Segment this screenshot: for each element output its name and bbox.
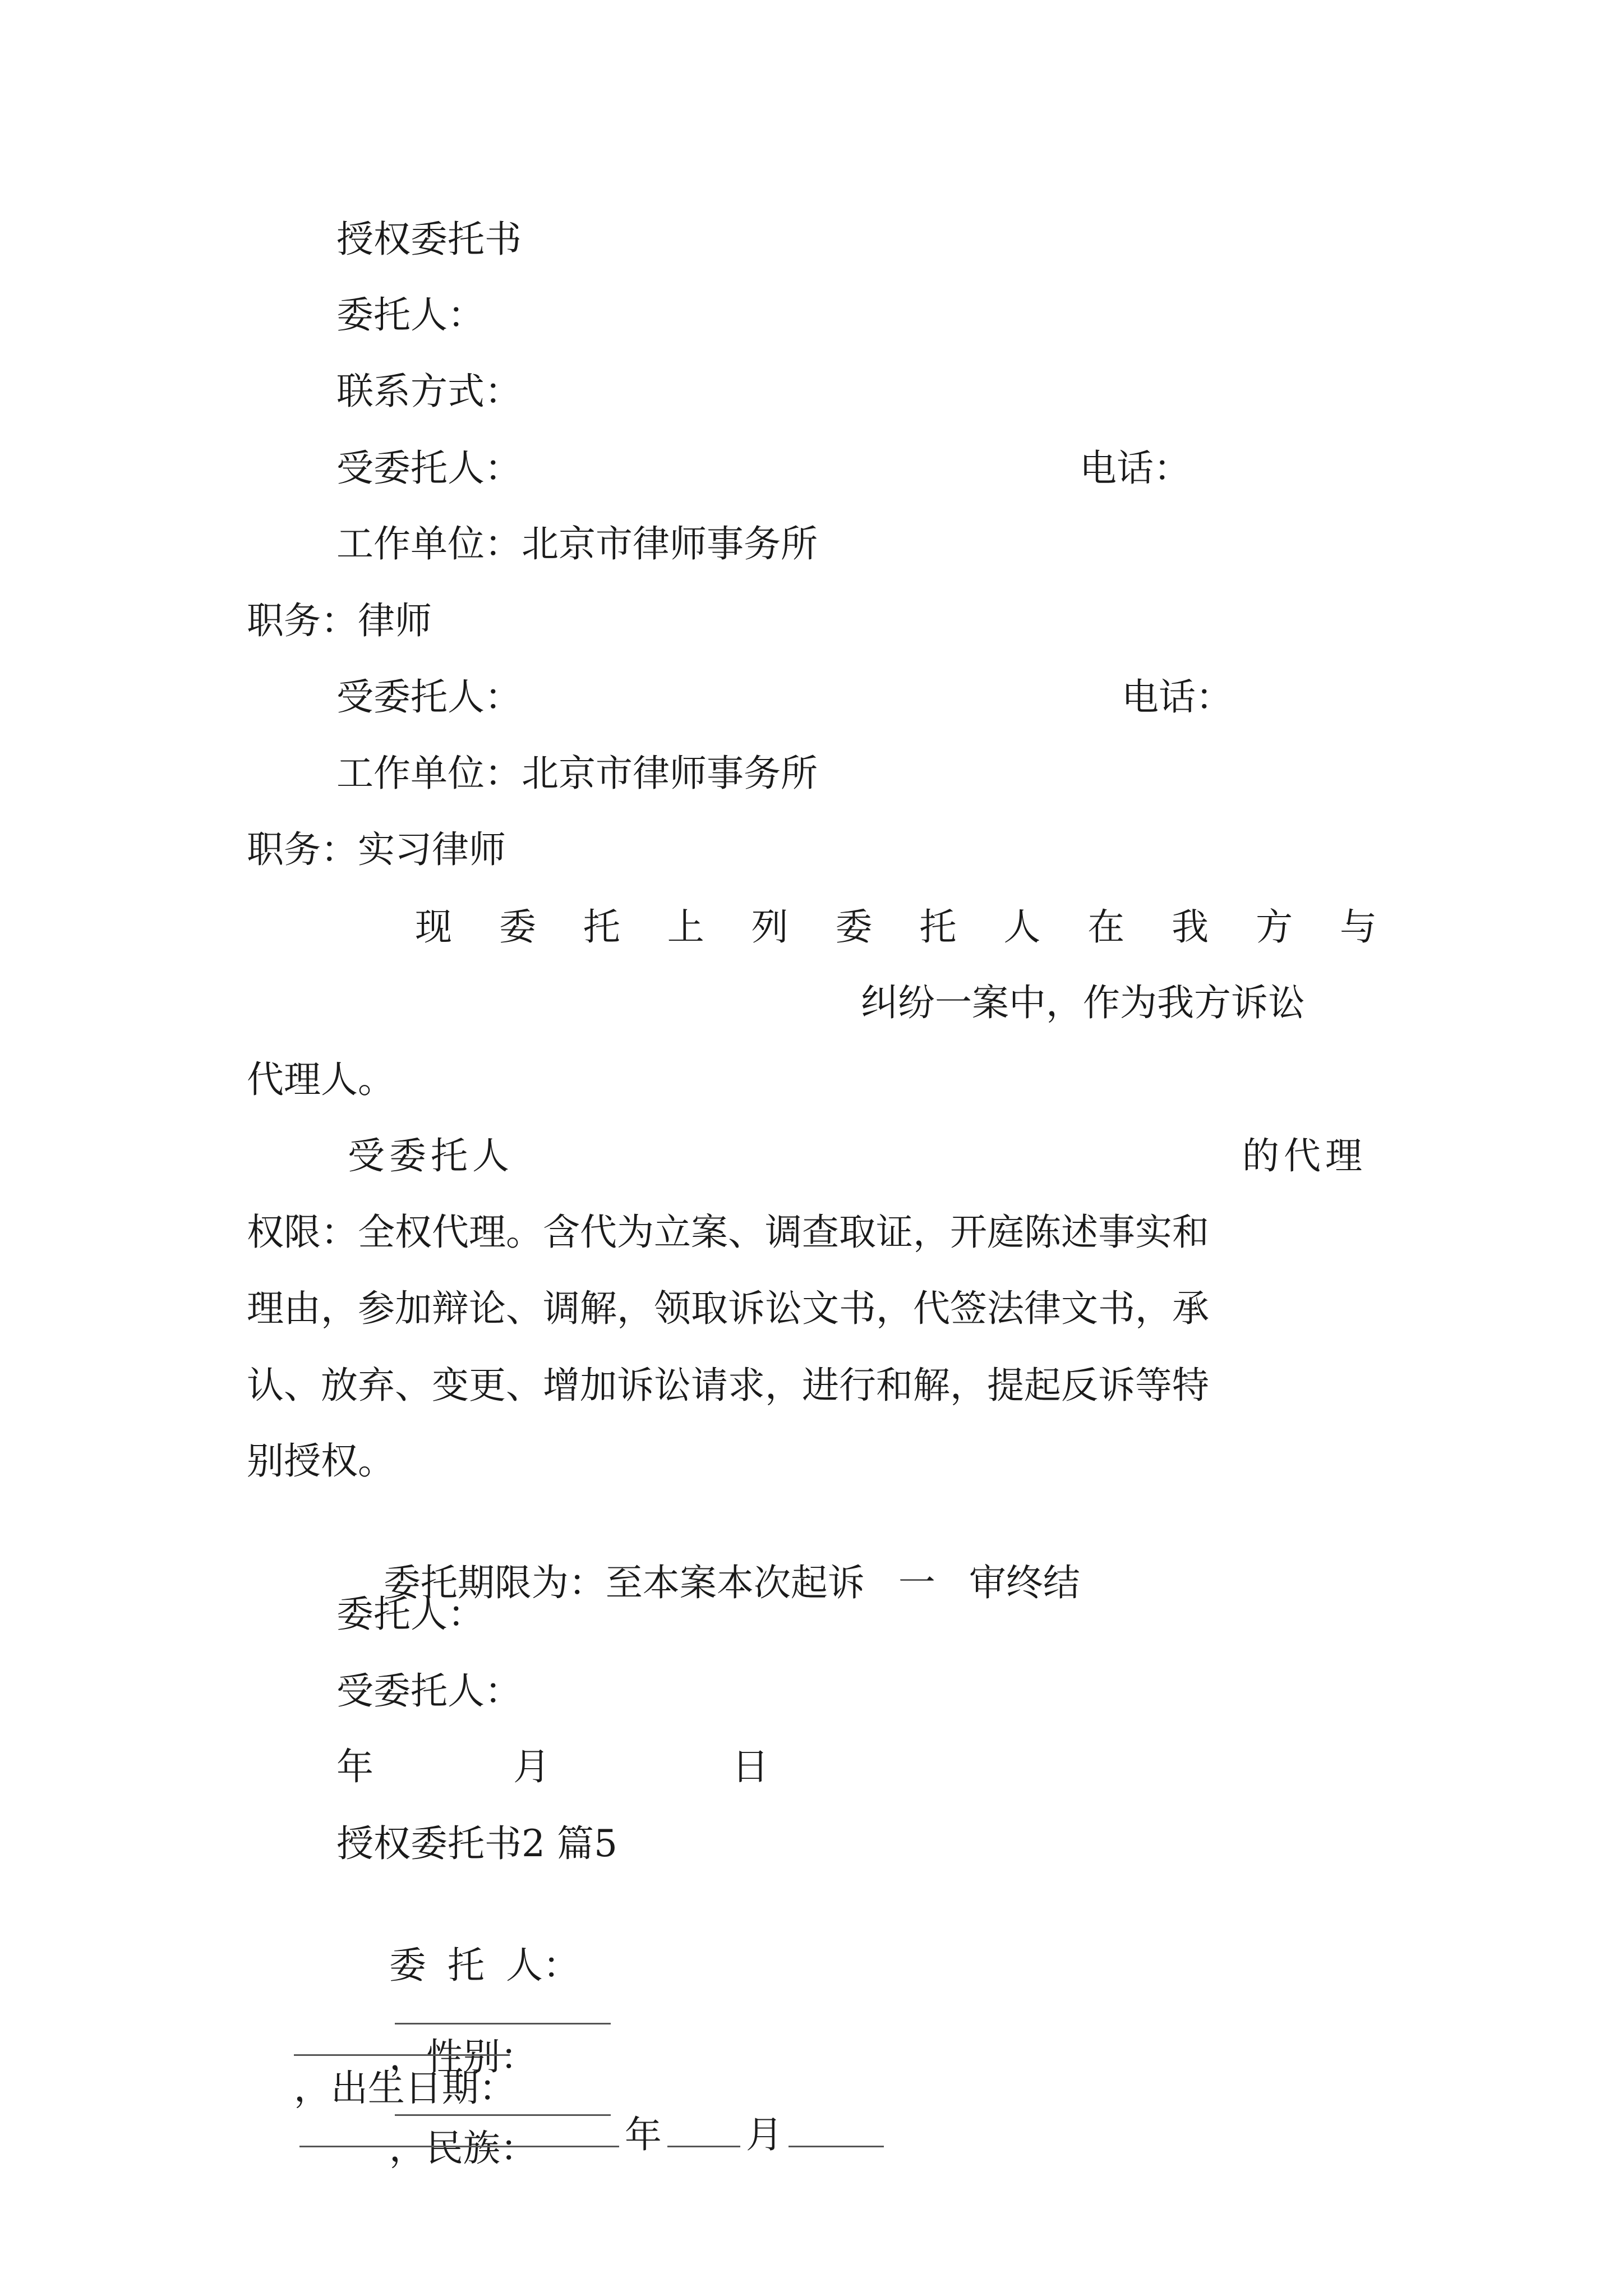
birth-month-blank[interactable] bbox=[667, 2111, 740, 2147]
entrust-char: 托 bbox=[919, 905, 957, 949]
term-instance: 一 bbox=[898, 1561, 935, 1604]
entrust-char: 我 bbox=[1172, 905, 1209, 949]
authority-line-3: 认、放弃、变更、增加诉讼请求，进行和解，提起反诉等特 bbox=[247, 1364, 1209, 1407]
authority-right: 的代理 bbox=[1242, 1134, 1367, 1177]
agent1-work-unit: 工作单位：北京市律师事务所 bbox=[336, 522, 818, 565]
term-suffix: 审终结 bbox=[969, 1561, 1080, 1604]
entrust-line-2: 纠纷一案中，作为我方诉讼 bbox=[861, 981, 1305, 1024]
entrust-char: 人 bbox=[1003, 905, 1041, 949]
ethnicity-label: ，民族： bbox=[389, 2127, 537, 2170]
entrust-char: 列 bbox=[751, 905, 789, 949]
agent2-work-unit: 工作单位：北京市律师事务所 bbox=[336, 752, 818, 795]
entrust-char: 上 bbox=[667, 905, 704, 949]
authority-line-4: 别授权。 bbox=[247, 1439, 395, 1483]
contact-label: 联系方式： bbox=[336, 370, 522, 413]
agent1-position: 职务：律师 bbox=[247, 599, 432, 642]
entrust-char: 方 bbox=[1256, 905, 1293, 949]
form-principal-char: 人： bbox=[505, 1944, 580, 1987]
entrust-char: 在 bbox=[1087, 905, 1125, 949]
birth-year-blank[interactable] bbox=[299, 2111, 619, 2147]
authority-left: 受委托人 bbox=[348, 1134, 514, 1177]
entrust-char: 现 bbox=[415, 905, 452, 949]
principal-label: 委托人： bbox=[336, 293, 485, 337]
agent1-label: 受委托人： bbox=[336, 447, 522, 490]
entrust-line-3: 代理人。 bbox=[247, 1058, 395, 1101]
section2-title: 授权委托书2 篇5 bbox=[336, 1822, 617, 1865]
agent1-phone-label: 电话： bbox=[1080, 447, 1191, 490]
form-principal-char: 托 bbox=[447, 1944, 485, 1987]
date-month: 月 bbox=[513, 1745, 550, 1788]
agent2-phone-label: 电话： bbox=[1122, 675, 1233, 719]
birth-label: ，出生日期： bbox=[293, 2067, 516, 2110]
gender-label: ，性别： bbox=[389, 2035, 537, 2078]
term-prefix: 委托期限为：至本案本次起诉 bbox=[383, 1561, 865, 1604]
sign-principal: 委托人： bbox=[336, 1593, 485, 1636]
birth-month-label: 月 bbox=[745, 2113, 783, 2156]
authority-line-2: 理由，参加辩论、调解，领取诉讼文书，代签法律文书，承 bbox=[247, 1287, 1209, 1330]
entrust-line-1 bbox=[415, 905, 1377, 950]
agent2-position: 职务：实习律师 bbox=[247, 828, 506, 871]
entrust-char: 委 bbox=[499, 905, 536, 949]
date-day: 日 bbox=[732, 1745, 769, 1788]
entrust-char: 委 bbox=[835, 905, 873, 949]
term-line bbox=[336, 1516, 1080, 1604]
form-principal-char: 委 bbox=[389, 1944, 426, 1987]
entrust-char: 与 bbox=[1339, 905, 1377, 949]
birth-year-label: 年 bbox=[624, 2113, 662, 2156]
document-title: 授权委托书 bbox=[336, 218, 522, 261]
entrust-char: 托 bbox=[583, 905, 620, 949]
authority-line-1: 权限：全权代理。含代为立案、调查取证，开庭陈述事实和 bbox=[247, 1211, 1209, 1254]
sign-agent: 受委托人： bbox=[336, 1669, 522, 1713]
birth-day-blank[interactable] bbox=[789, 2111, 884, 2147]
date-year: 年 bbox=[336, 1745, 374, 1788]
agent2-label: 受委托人： bbox=[336, 675, 522, 719]
ethnicity-blank[interactable] bbox=[294, 2019, 510, 2056]
